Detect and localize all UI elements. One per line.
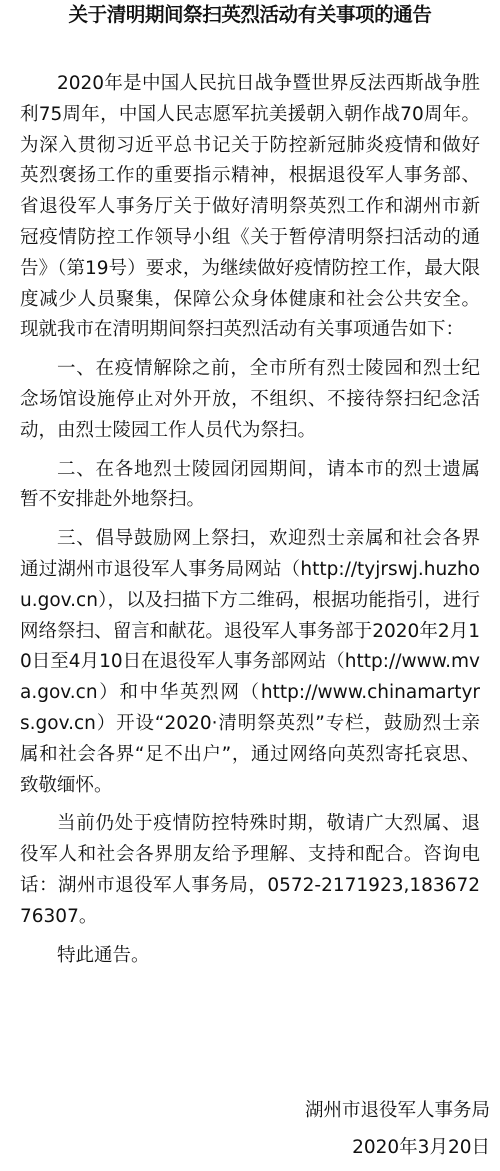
intro-paragraph: 2020年是中国人民抗日战争暨世界反法西斯战争胜利75周年，中国人民志愿军抗美援朝入朝作战70周年。为深入贯彻习近平总书记关于防控新冠肺炎疫情和做好英烈褒扬工作的重要指示精神，根据退役军人事务部、省退役军人事务厅关于做好清明祭英烈工作和湖州市新冠疫情防控工作领导小组《关于暂停清明祭扫活动的通告》（第19号）要求，为继续做好疫情防控工作，最大限度减少人员聚集，保障公众身体健康和社会公共安全。现就我市在清明期间祭扫英烈活动有关事项通告如下： xyxy=(20,73,480,341)
item-2-paragraph: 二、在各地烈士陵园闭园期间，请本市的烈士遗属暂不安排赴外地祭扫。 xyxy=(20,458,480,511)
signature-organization: 湖州市退役军人事务局 xyxy=(304,1100,490,1121)
closing-paragraph: 当前仍处于疫情防控特殊时期，敬请广大烈属、退役军人和社会各界朋友给予理解、支持和配合。咨询电话：湖州市退役军人事务局，0572-2171923,18367276307。 xyxy=(20,813,480,927)
item-1-paragraph: 一、在疫情解除之前，全市所有烈士陵园和烈士纪念场馆设施停止对外开放，不组织、不接待祭扫纪念活动，由烈士陵园工作人员代为祭扫。 xyxy=(20,358,480,441)
signature-date: 2020年3月20日 xyxy=(352,1137,490,1158)
notice-ending: 特此通告。 xyxy=(57,944,150,966)
notice-body xyxy=(20,69,480,971)
item-3-paragraph: 三、倡导鼓励网上祭扫，欢迎烈士亲属和社会各界通过湖州市退役军人事务局网站（http://tyjrswj.huzhou.gov.cn），以及扫描下方二维码，根据功能指引，进行网络祭扫、留言和献花。退役军人事务部于2020年2月10日至4月10日在退役军人事务部网站（http://www.mva.gov.cn）和中华英烈网（http://www.chinamartyrs.gov.cn）开设“2020·清明祭英烈”专栏，鼓励烈士亲属和社会各界“足不出户”，通过网络向英烈寄托哀思、致敬缅怀。 xyxy=(20,528,480,796)
notice-title: 关于清明期间祭扫英烈活动有关事项的通告 xyxy=(68,3,432,26)
